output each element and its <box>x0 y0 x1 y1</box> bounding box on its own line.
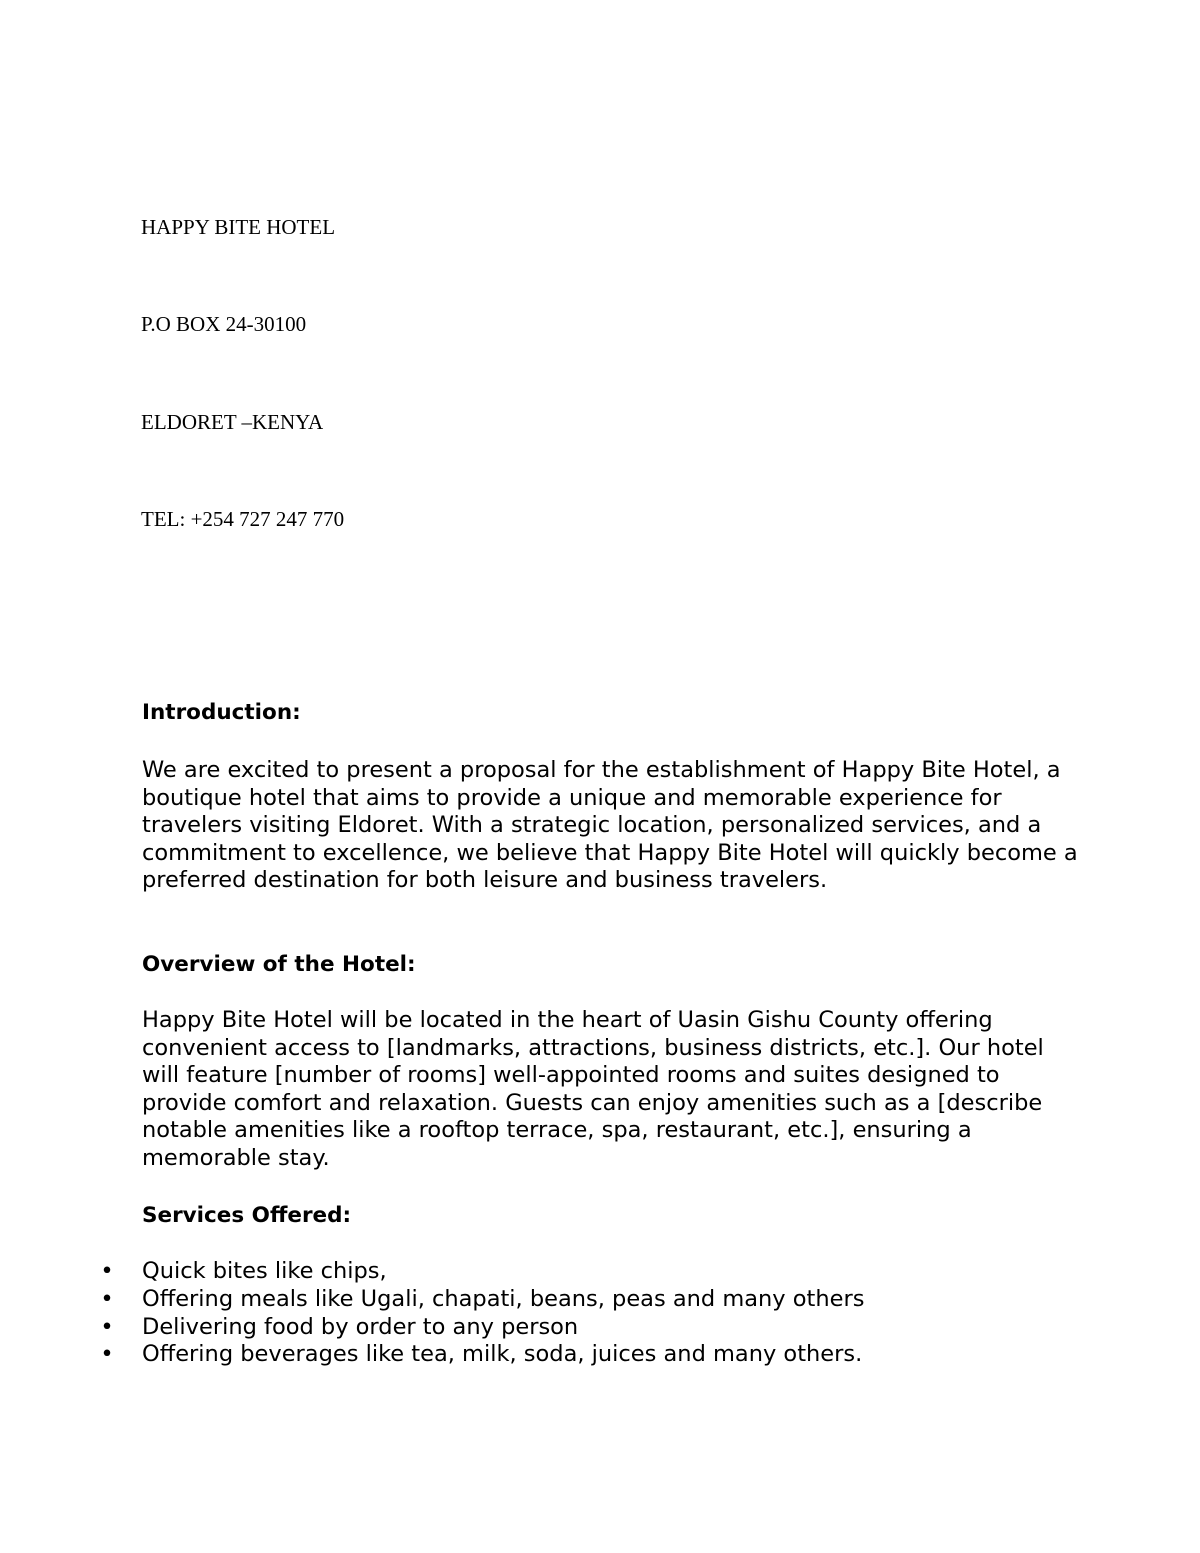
service-item-text: Offering beverages like tea, milk, soda, juices and many others. <box>142 1341 863 1368</box>
location: ELDORET –KENYA <box>141 410 324 434</box>
telephone: TEL: +254 727 247 770 <box>141 507 345 531</box>
introduction-paragraph <box>142 757 1082 895</box>
bullet: • <box>100 1285 114 1312</box>
list-item <box>100 1258 864 1286</box>
overview-text: Happy Bite Hotel will be located in the heart of Uasin Gishu County offering convenient access to [landmarks, attractions, business districts, etc.]. Our hotel will feature [number of rooms] well-appointed rooms and suites designed to provide comfort and relaxation. Guests can enjoy amenities such as a [describe notable amenities like a rooftop terrace, spa, restaurant, etc.], ensuring a memorable stay. <box>142 1007 1044 1171</box>
overview-paragraph <box>142 1007 1082 1173</box>
bullet: • <box>100 1313 114 1340</box>
list-item <box>100 1286 864 1314</box>
services-list <box>100 1258 864 1369</box>
list-item <box>100 1341 864 1369</box>
hotel-name: HAPPY BITE HOTEL <box>141 215 336 239</box>
list-item <box>100 1314 864 1342</box>
service-item-text: Offering meals like Ugali, chapati, beans, peas and many others <box>142 1285 865 1312</box>
overview-heading: Overview of the Hotel: <box>142 952 416 977</box>
introduction-text: We are excited to present a proposal for the establishment of Happy Bite Hotel, a boutique hotel that aims to provide a unique and memorable experience for travelers visiting Eldoret. With a strategic location, personalized services, and a commitment to excellence, we believe that Happy Bite Hotel will quickly become a preferred destination for both leisure and business travelers. <box>142 757 1078 894</box>
introduction-heading: Introduction: <box>142 700 301 725</box>
service-item-text: Delivering food by order to any person <box>142 1313 579 1340</box>
service-item-text: Quick bites like chips, <box>142 1258 387 1284</box>
po-box: P.O BOX 24-30100 <box>141 312 307 336</box>
bullet: • <box>100 1341 114 1368</box>
bullet: • <box>100 1258 114 1284</box>
services-heading: Services Offered: <box>142 1203 352 1228</box>
